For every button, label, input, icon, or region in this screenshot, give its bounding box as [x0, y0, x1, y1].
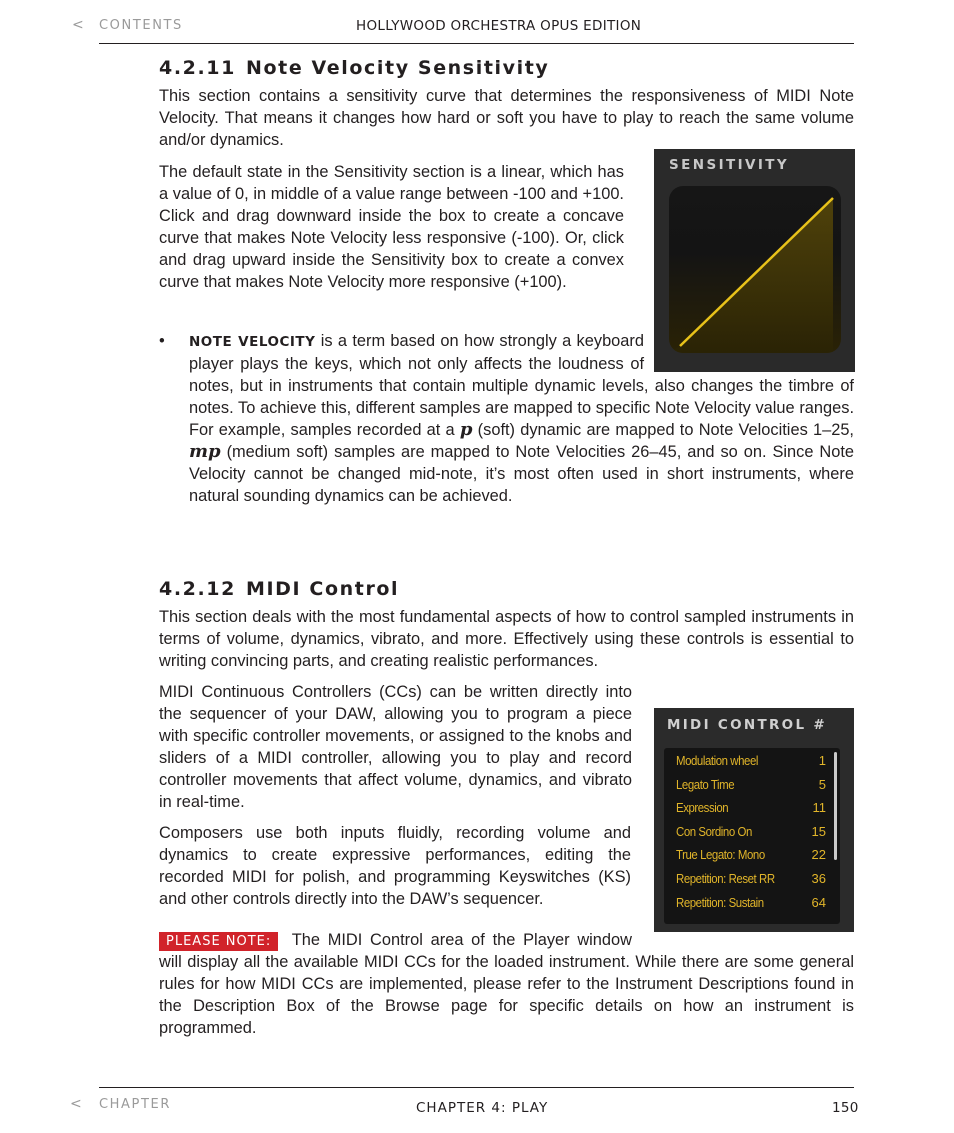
paragraph: Composers use both inputs fluidly, recording volume and dynamics to create expressive performances, editing the recorded MIDI for polish, and programming Keyswitches (KS) and other controls directly into the DAW’s sequencer. [159, 824, 631, 908]
midi-list-scrollbar[interactable] [834, 752, 837, 860]
please-note-paragraph [159, 929, 854, 1039]
section-number: 4.2.12 [159, 578, 236, 600]
back-chevron-icon[interactable]: < [70, 1096, 82, 1112]
midi-cc-row[interactable] [676, 871, 826, 891]
midi-cc-row[interactable] [676, 895, 826, 915]
cc-number: 15 [811, 824, 826, 839]
bullet-text-a: is a term based on how strongly a keyboard player plays the keys, which not only affects the loudness of notes, but in instruments that contain multiple dynamic levels, also changes the timbre of notes. To achieve this, different samples are mapped to specific Note Velocity value ranges. For example, samples recorded at a [189, 332, 854, 439]
cc-number: 5 [818, 777, 826, 792]
term-note-velocity: NOTE VELOCITY [189, 334, 316, 350]
midi-control-list[interactable] [664, 748, 840, 924]
bullet-text [189, 330, 854, 507]
midi-control-panel [654, 708, 854, 932]
midi-cc-row[interactable] [676, 777, 826, 797]
cc-number: 64 [811, 895, 826, 910]
paragraph: The default state in the Sensitivity section is a linear, which has a value of 0, in middle of a value range between -100 and +100. Click and drag downward inside the box to create a concave curve that makes Note Velocity less responsive (-100). Or, click and drag upward inside the Sensitivity box to create a convex curve that makes Note Velocity more responsive (+100). [159, 163, 624, 291]
please-note-badge: PLEASE NOTE: [159, 932, 278, 951]
sensitivity-panel-title: SENSITIVITY [669, 157, 790, 173]
paragraph: This section deals with the most fundamental aspects of how to control sampled instruments in terms of volume, dynamics, vibrato, and more. Effectively using these controls is essential to writing convincing parts, and creating realistic performances. [159, 608, 854, 670]
midi-cc-row[interactable] [676, 824, 826, 844]
cc-name: Repetition: Sustain [676, 895, 764, 910]
cc-name: Legato Time [676, 777, 735, 792]
cc-name: True Legato: Mono [676, 847, 765, 862]
cc-name: Con Sordino On [676, 824, 752, 839]
chapter-title: CHAPTER 4: PLAY [416, 1100, 549, 1116]
dynamic-mp: mp [189, 441, 221, 462]
header-rule [99, 43, 854, 44]
cc-number: 11 [812, 800, 826, 815]
cc-number: 36 [811, 871, 826, 886]
document-title: HOLLYWOOD ORCHESTRA OPUS EDITION [356, 18, 642, 34]
bullet-marker: • [159, 332, 165, 350]
sensitivity-curve-box[interactable] [669, 186, 841, 353]
section-heading-note-velocity [159, 57, 549, 79]
section-heading-midi-control [159, 578, 399, 600]
midi-cc-row[interactable] [676, 847, 826, 867]
midi-control-panel-title: MIDI CONTROL # [667, 717, 827, 733]
cc-name: Expression [676, 800, 729, 815]
chapter-link[interactable]: CHAPTER [99, 1097, 171, 1112]
paragraph-text: MIDI Continuous Controllers (CCs) can be written directly into the sequencer of your DAW, allowing you to program a piece with specific controller movements, or assigned to the knobs and sliders of a MIDI controller, allowing you to play and record controller movements that affect volume, dynamics, and vibrato in real-time. [159, 683, 632, 811]
section-title: Note Velocity Sensitivity [246, 57, 550, 79]
bullet-text-c: (medium soft) samples are mapped to Note Velocities 26–45, and so on. Since Note Velocity cannot be changed mid-note, it’s most often used in short instruments, where natural sounding dynamics can be achieved. [189, 443, 854, 505]
cc-number: 1 [818, 753, 826, 768]
midi-cc-row[interactable] [676, 800, 826, 820]
contents-link[interactable]: CONTENTS [99, 18, 183, 33]
bullet-text-b: (soft) dynamic are mapped to Note Velocities 1–25, [472, 421, 854, 439]
back-chevron-icon[interactable]: < [72, 17, 84, 33]
cc-name: Modulation wheel [676, 753, 759, 768]
paragraph: This section contains a sensitivity curve that determines the responsiveness of MIDI Note Velocity. That means it changes how hard or soft you have to play to reach the same volume and/or dynamics. [159, 87, 854, 149]
page-number: 150 [832, 1100, 859, 1116]
dynamic-p: p [459, 419, 473, 440]
cc-number: 22 [811, 847, 826, 862]
please-note-text: The MIDI Control area of the Player window will display all the available MIDI CCs for the loaded instrument. While there are some general rules for how MIDI CCs are implemented, please refer to the Instrument Descriptions found in the Description Box of the Browse page for specific details on how an instrument is programmed. [159, 931, 854, 1037]
section-title: MIDI Control [246, 578, 400, 600]
section-number: 4.2.11 [159, 57, 236, 79]
cc-name: Repetition: Reset RR [676, 871, 775, 886]
footer-rule [99, 1087, 854, 1088]
sensitivity-curve [669, 186, 841, 353]
midi-cc-row[interactable] [676, 753, 826, 773]
